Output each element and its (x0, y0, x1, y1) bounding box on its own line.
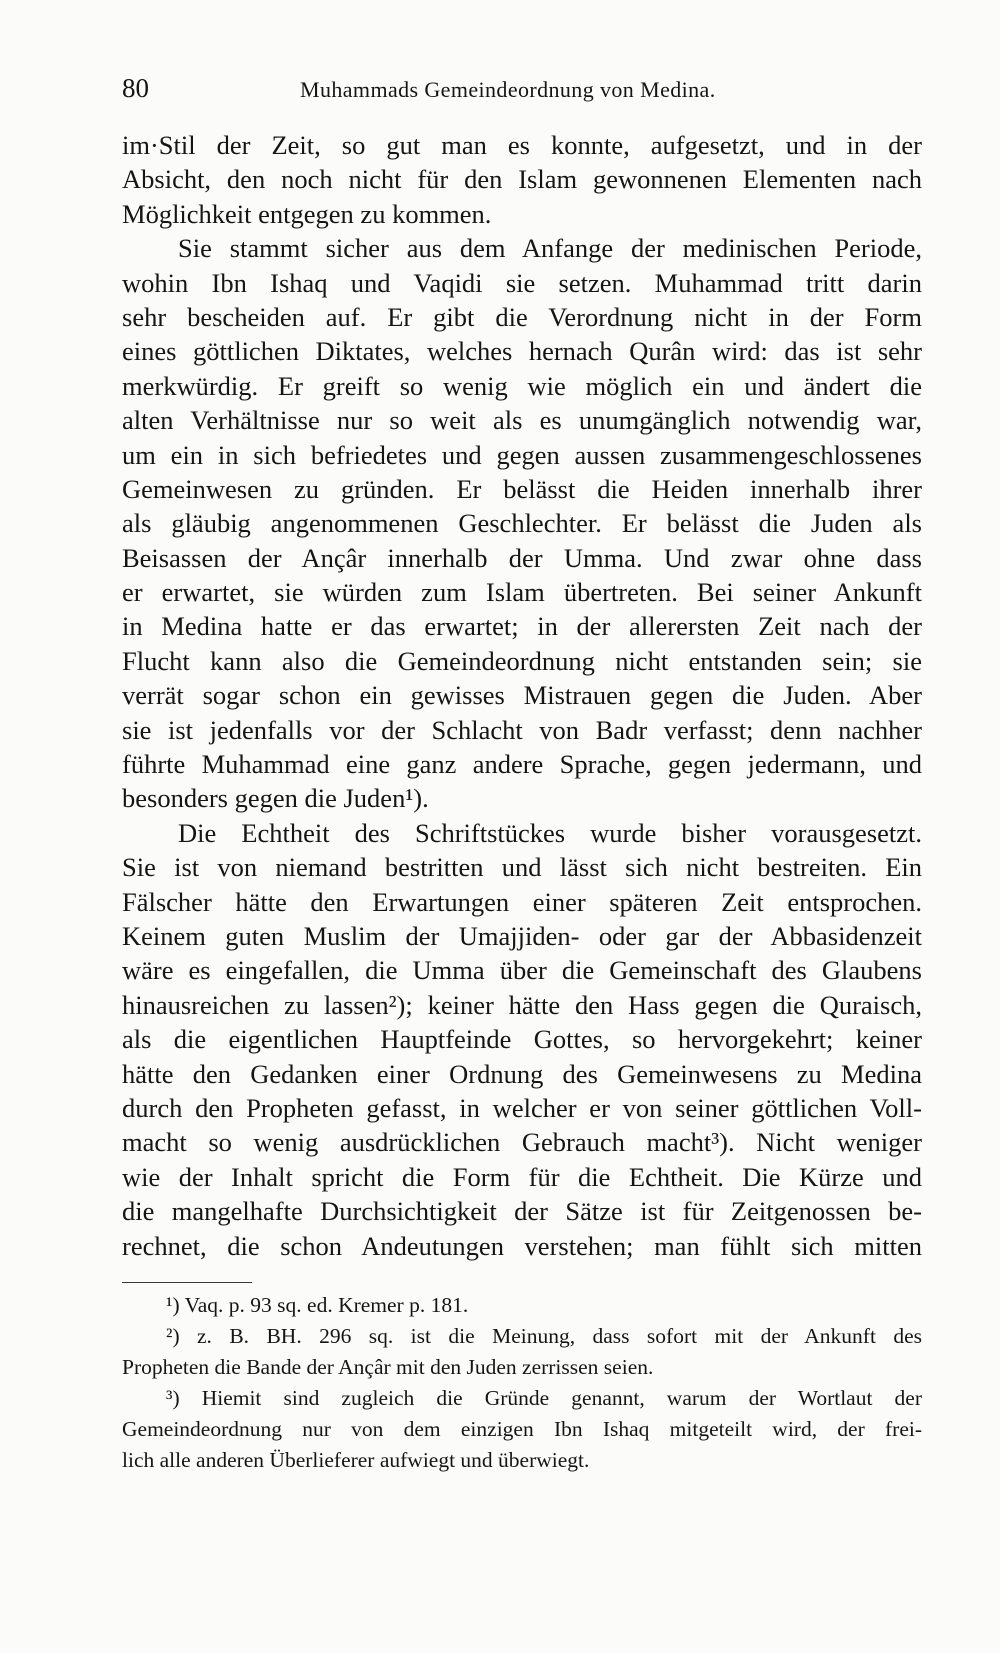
footnote-line: ³) Hiemit sind zugleich die Gründe genannt, warum der Wortlaut der (166, 1386, 922, 1410)
text-line: Flucht kann also die Gemeindeordnung nicht entstanden sein; sie (122, 645, 922, 676)
text-line: hätte den Gedanken einer Ordnung des Gemeinwesens zu Medina (122, 1058, 922, 1089)
text-line: merkwürdig. Er greift so wenig wie möglich ein und ändert die (122, 370, 922, 401)
text-line: wäre es eingefallen, die Umma über die Gemeinschaft des Glaubens (122, 955, 922, 986)
text-line: führte Muhammad eine ganz andere Sprache, gegen jedermann, und (122, 749, 922, 780)
text-line: besonders gegen die Juden¹). (122, 783, 429, 814)
text-line: wie der Inhalt spricht die Form für die Echtheit. Die Kürze und (122, 1161, 922, 1192)
text-line: Beisassen der Ançâr innerhalb der Umma. Und zwar ohne dass (122, 542, 922, 573)
text-line: Die Echtheit des Schriftstückes wurde bisher vorausgesetzt. (178, 817, 922, 848)
text-line: er erwartet, sie würden zum Islam übertreten. Bei seiner Ankunft (122, 577, 922, 608)
running-title: Muhammads Gemeindeordnung von Medina. (300, 77, 716, 102)
text-line: Keinem guten Muslim der Umajjiden- oder gar der Abbasidenzeit (122, 920, 922, 951)
text-line: eines göttlichen Diktates, welches hernach Qurân wird: das ist sehr (122, 336, 922, 367)
text-line: alten Verhältnisse nur so weit als es unumgänglich notwendig war, (122, 405, 922, 436)
text-line: macht so wenig ausdrücklichen Gebrauch macht³). Nicht weniger (122, 1127, 922, 1158)
body-text (122, 128, 922, 1263)
text-line: hinausreichen zu lassen²); keiner hätte den Hass gegen die Quraisch, (122, 989, 922, 1020)
footnote-line: Propheten die Bande der Ançâr mit den Juden zerrissen seien. (122, 1355, 654, 1379)
text-line: durch den Propheten gefasst, in welcher er von seiner göttlichen Voll- (122, 1092, 922, 1123)
text-line: sehr bescheiden auf. Er gibt die Verordnung nicht in der Form (122, 301, 922, 332)
footnotes (122, 1290, 922, 1476)
footnote-divider (122, 1282, 252, 1283)
text-line: als die eigentlichen Hauptfeinde Gottes, so hervorgekehrt; keiner (122, 1024, 922, 1055)
footnote-line: ¹) Vaq. p. 93 sq. ed. Kremer p. 181. (166, 1293, 469, 1317)
text-line: verrät sogar schon ein gewisses Mistrauen gegen die Juden. Aber (122, 680, 922, 711)
footnote-line: Gemeindeordnung nur von dem einzigen Ibn Ishaq mitgeteilt wird, der frei- (122, 1417, 922, 1441)
text-line: in Medina hatte er das erwartet; in der allerersten Zeit nach der (122, 611, 922, 642)
text-line: sie ist jedenfalls vor der Schlacht von Badr verfasst; denn nachher (122, 714, 922, 745)
text-line: im·Stil der Zeit, so gut man es konnte, aufgesetzt, und in der (122, 130, 922, 160)
text-line: rechnet, die schon Andeutungen verstehen; man fühlt sich mitten (122, 1230, 922, 1261)
text-line: als gläubig angenommenen Geschlechter. Er belässt die Juden als (122, 508, 922, 539)
footnote-line: lich alle anderen Überlieferer aufwiegt und überwiegt. (122, 1448, 590, 1472)
text-line: Absicht, den noch nicht für den Islam gewonnenen Elementen nach (122, 164, 922, 195)
text-line: Gemeinwesen zu gründen. Er belässt die Heiden innerhalb ihrer (122, 473, 922, 504)
footnote-line: ²) z. B. BH. 296 sq. ist die Meinung, dass sofort mit der Ankunft des (166, 1324, 922, 1348)
page-number: 80 (122, 73, 149, 103)
text-line: die mangelhafte Durchsichtigkeit der Sätze ist für Zeitgenossen be- (122, 1196, 922, 1227)
text-line: Möglichkeit entgegen zu kommen. (122, 198, 492, 229)
text-line: Sie ist von niemand bestritten und lässt sich nicht bestreiten. Ein (122, 852, 922, 883)
text-line: Fälscher hätte den Erwartungen einer späteren Zeit entsprochen. (122, 886, 922, 917)
text-line: um ein in sich befriedetes und gegen aussen zusammengeschlossenes (122, 439, 922, 470)
text-line: Sie stammt sicher aus dem Anfange der medinischen Periode, (178, 233, 922, 264)
page-header (122, 73, 922, 109)
text-line: wohin Ibn Ishaq und Vaqidi sie setzen. Muhammad tritt darin (122, 267, 922, 298)
